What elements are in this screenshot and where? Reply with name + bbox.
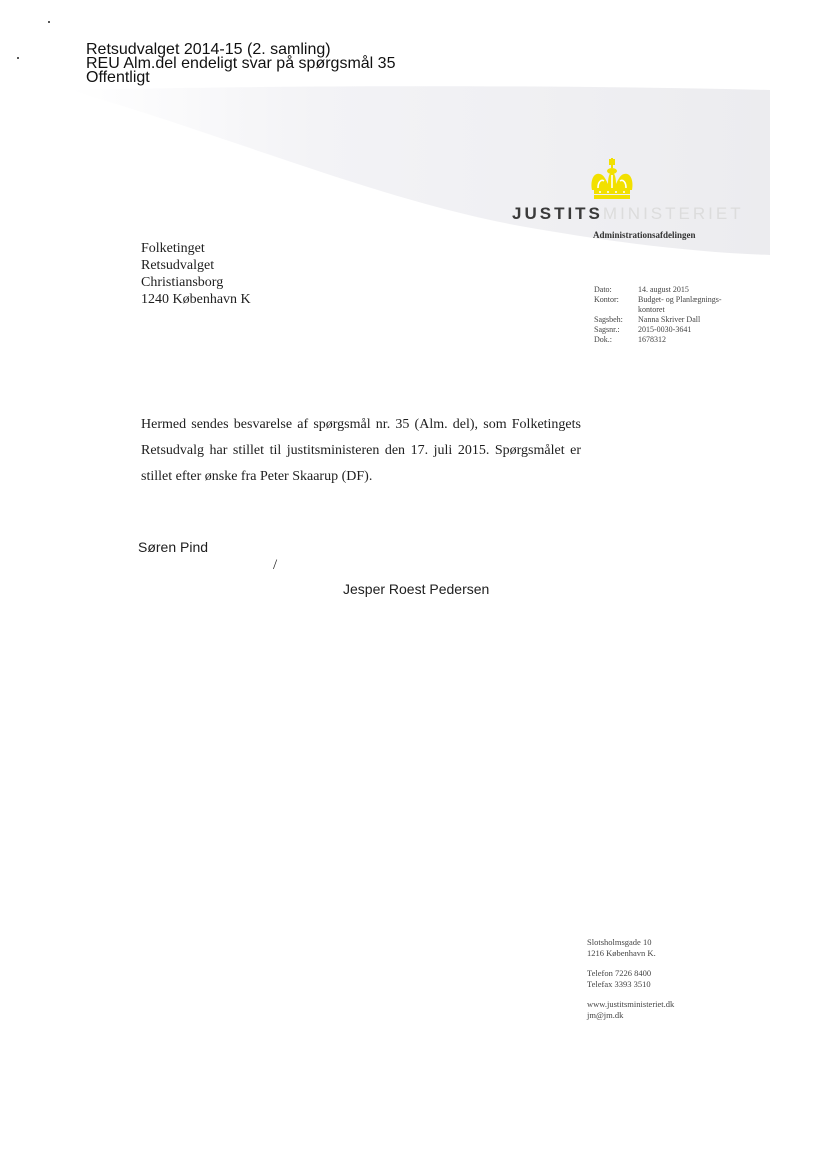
footer-phone: Telefon 7226 8400 (587, 968, 652, 978)
meta-label (594, 305, 638, 315)
meta-value: kontoret (638, 305, 665, 314)
letterhead-swoosh (0, 0, 828, 300)
meta-label: Sagsbeh: (594, 315, 623, 324)
footer-fax: Telefax 3393 3510 (587, 979, 651, 989)
recipient-line: Christiansborg (141, 275, 224, 290)
letter-body: Hermed sendes besvarelse af spørgsmål nr. 35 (Alm. del), som Folketingets Retsudvalg har stillet til justitsministeren den 17. juli 2015. Spørgsmålet er stillet efter ønske fra Peter Skaarup (DF). (141, 417, 581, 484)
meta-row (594, 295, 730, 305)
meta-label: Dato: (594, 285, 612, 294)
meta-row (594, 285, 730, 295)
meta-value: Budget- og Planlægnings- (638, 295, 722, 304)
meta-row (594, 325, 730, 335)
footer-website: www.justitsministeriet.dk (587, 999, 675, 1009)
footer-city: 1216 København K. (587, 948, 656, 958)
recipient-address (141, 240, 251, 308)
meta-value: Nanna Skriver Dall (638, 315, 701, 324)
meta-value: 2015-0030-3641 (638, 325, 692, 334)
stamp-line-2: REU Alm.del endeligt svar på spørgsmål 35 (86, 55, 396, 72)
ministry-wordmark (512, 204, 744, 224)
wordmark-dark: JUSTITS (512, 204, 603, 223)
department-name: Administrationsafdelingen (593, 230, 696, 240)
wordmark-light: MINISTERIET (602, 204, 744, 223)
footer-email: jm@jm.dk (587, 1010, 624, 1020)
meta-label: Kontor: (594, 295, 619, 304)
meta-label: Dok.: (594, 335, 612, 344)
crown-icon (588, 158, 636, 200)
signature-official: Jesper Roest Pedersen (343, 581, 490, 597)
meta-row (594, 305, 730, 315)
stamp-line-1: Retsudvalget 2014-15 (2. samling) (86, 41, 331, 58)
meta-row (594, 335, 730, 345)
meta-row (594, 315, 730, 325)
recipient-line: Folketinget (141, 241, 205, 256)
meta-label: Sagsnr.: (594, 325, 620, 334)
signature-minister: Søren Pind (138, 539, 209, 555)
signature-slash: / (273, 557, 278, 573)
recipient-line: Retsudvalget (141, 258, 215, 273)
meta-value: 14. august 2015 (638, 285, 689, 294)
recipient-line: 1240 København K (141, 292, 251, 307)
stamp-line-3: Offentligt (86, 69, 150, 86)
footer-contact (587, 937, 674, 1021)
footer-street: Slotsholmsgade 10 (587, 937, 652, 947)
case-metadata (594, 285, 730, 345)
meta-value: 1678312 (638, 335, 666, 344)
